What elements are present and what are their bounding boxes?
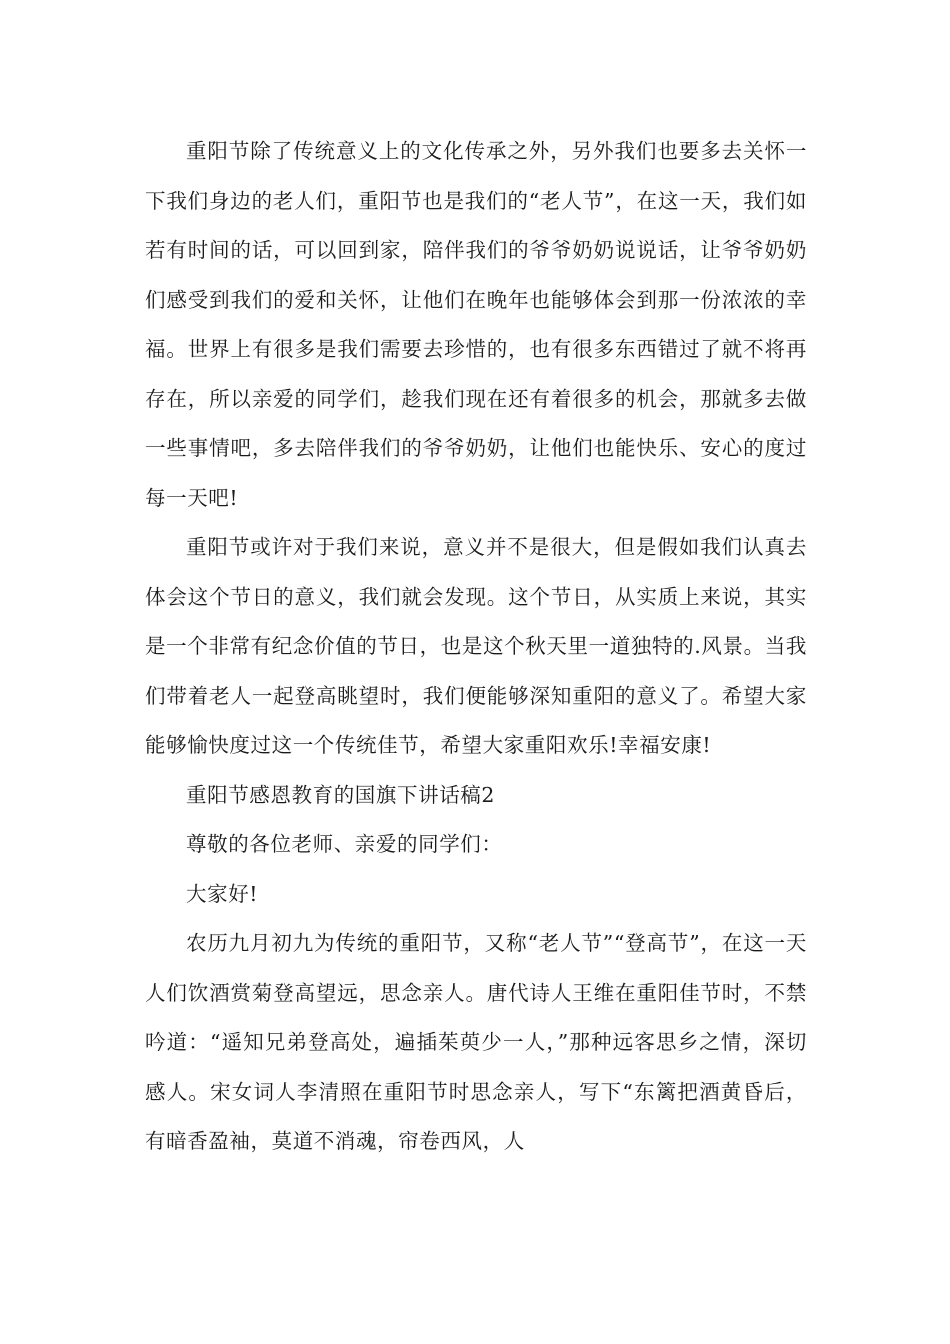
speech-title: 重阳节感恩教育的国旗下讲话稿2: [186, 782, 496, 807]
paragraph-caring-for-elders: 重阳节除了传统意义上的文化传承之外，另外我们也要多去关怀一下我们身边的老人们，重阳节也是我们的“老人节”，在这一天，我们如若有时间的话，可以回到家，陪伴我们的爷爷奶奶说说话，让爷爷奶奶们感受到我们的爱和关怀，让他们在晚年也能够体会到那一份浓浓的幸福。世界上有很多是我们需要去珍惜的，也有很多东西错过了就不将再存在，所以亲爱的同学们，趁我们现在还有着很多的机会，那就多去做一些事情吧，多去陪伴我们的爷爷奶奶，让他们也能快乐、安心的度过每一天吧!: [145, 139, 807, 510]
document-body: [145, 127, 807, 1167]
paragraph-festival-history: 农历九月初九为传统的重阳节，又称“老人节”“登高节”，在这一天人们饮酒赏菊登高望远，思念亲人。唐代诗人王维在重阳佳节时，不禁吟道：“遥知兄弟登高处，遍插茱萸少一人，”那种远客思乡之情，深切感人。宋女词人李清照在重阳节时思念亲人，写下“东篱把酒黄昏后，有暗香盈袖，莫道不消魂，帘卷西风，人: [145, 931, 807, 1153]
paragraph-festival-meaning: 重阳节或许对于我们来说，意义并不是很大，但是假如我们认真去体会这个节日的意义，我们就会发现。这个节日，从实质上来说，其实是一个非常有纪念价值的节日，也是这个秋天里一道独特的.风景。当我们带着老人一起登高眺望时，我们便能够深知重阳的意义了。希望大家能够愉快度过这一个传统佳节，希望大家重阳欢乐!幸福安康!: [145, 535, 807, 757]
salutation: 尊敬的各位老师、亲爱的同学们：: [186, 832, 503, 856]
greeting: 大家好!: [186, 881, 259, 906]
